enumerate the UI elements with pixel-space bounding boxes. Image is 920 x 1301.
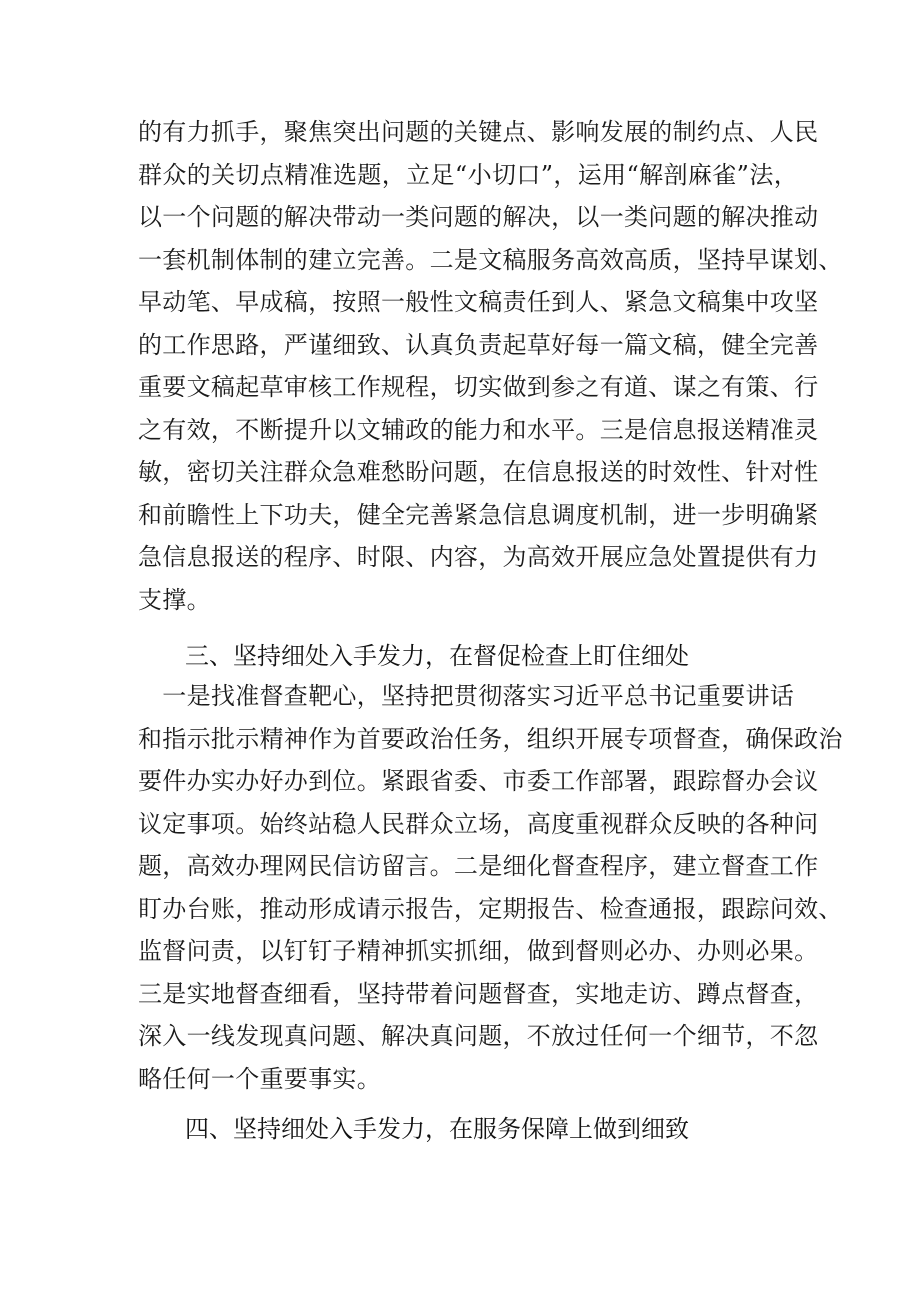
text-line: 略任何一个重要事实。 <box>138 1064 381 1093</box>
text-line: 的工作思路，严谨细致、认真负责起草好每一篇文稿，健全完善 <box>138 330 819 359</box>
text-line: 之有效，不断提升以文辅政的能力和水平。三是信息报送精准灵 <box>138 415 819 444</box>
text-line: 以一个问题的解决带动一类问题的解决，以一类问题的解决推动 <box>138 203 819 231</box>
text-line: 三是实地督查细看，坚持带着问题督查，实地走访、蹲点督查， <box>138 979 819 1008</box>
text-line: 急信息报送的程序、时限、内容，为高效开展应急处置提供有力 <box>138 543 819 571</box>
text-line: 支撑。 <box>138 585 211 614</box>
text-line: 一是找准督查靶心，坚持把贯彻落实习近平总书记重要讲话 <box>138 682 795 710</box>
text-line: 的有力抓手，聚焦突出问题的关键点、影响发展的制约点、人民 <box>138 118 819 146</box>
text-line: 议定事项。始终站稳人民群众立场，高度重视群众反映的各种问 <box>138 809 819 838</box>
body-paragraph <box>138 675 843 1100</box>
text-line: 和指示批示精神作为首要政治任务，组织开展专项督查，确保政治 <box>138 724 843 753</box>
body-paragraph <box>138 111 843 621</box>
text-line: 题，高效办理网民信访留言。二是细化督查程序，建立督查工作 <box>138 852 819 880</box>
text-line: 敏，密切关注群众急难愁盼问题，在信息报送的时效性、针对性 <box>138 458 819 486</box>
text-line: 深入一线发现真问题、解决真问题，不放过任何一个细节，不忽 <box>138 1022 819 1050</box>
text-line: 盯办台账，推动形成请示报告，定期报告、检查通报，跟踪问效、 <box>138 894 843 923</box>
text-line: 一套机制体制的建立完善。二是文稿服务高效高质，坚持早谋划、 <box>138 245 843 274</box>
section-heading-3: 三、坚持细处入手发力，在督促检查上盯住细处 <box>185 642 689 670</box>
text-line: 重要文稿起草审核工作规程，切实做到参之有道、谋之有策、行 <box>138 373 819 401</box>
text-line: 群众的关切点精准选题，立足“小切口”，运用“解剖麻雀”法， <box>138 160 798 189</box>
text-line: 早动笔、早成稿，按照一般性文稿责任到人、紧急文稿集中攻坚 <box>138 288 819 316</box>
section-heading-4: 四、坚持细处入手发力，在服务保障上做到细致 <box>185 1115 689 1143</box>
text-line: 监督问责，以钉钉子精神抓实抓细，做到督则必办、办则必果。 <box>138 937 819 965</box>
text-line: 要件办实办好办到位。紧跟省委、市委工作部署，跟踪督办会议 <box>138 767 819 795</box>
text-line: 和前瞻性上下功夫，健全完善紧急信息调度机制，进一步明确紧 <box>138 500 819 529</box>
